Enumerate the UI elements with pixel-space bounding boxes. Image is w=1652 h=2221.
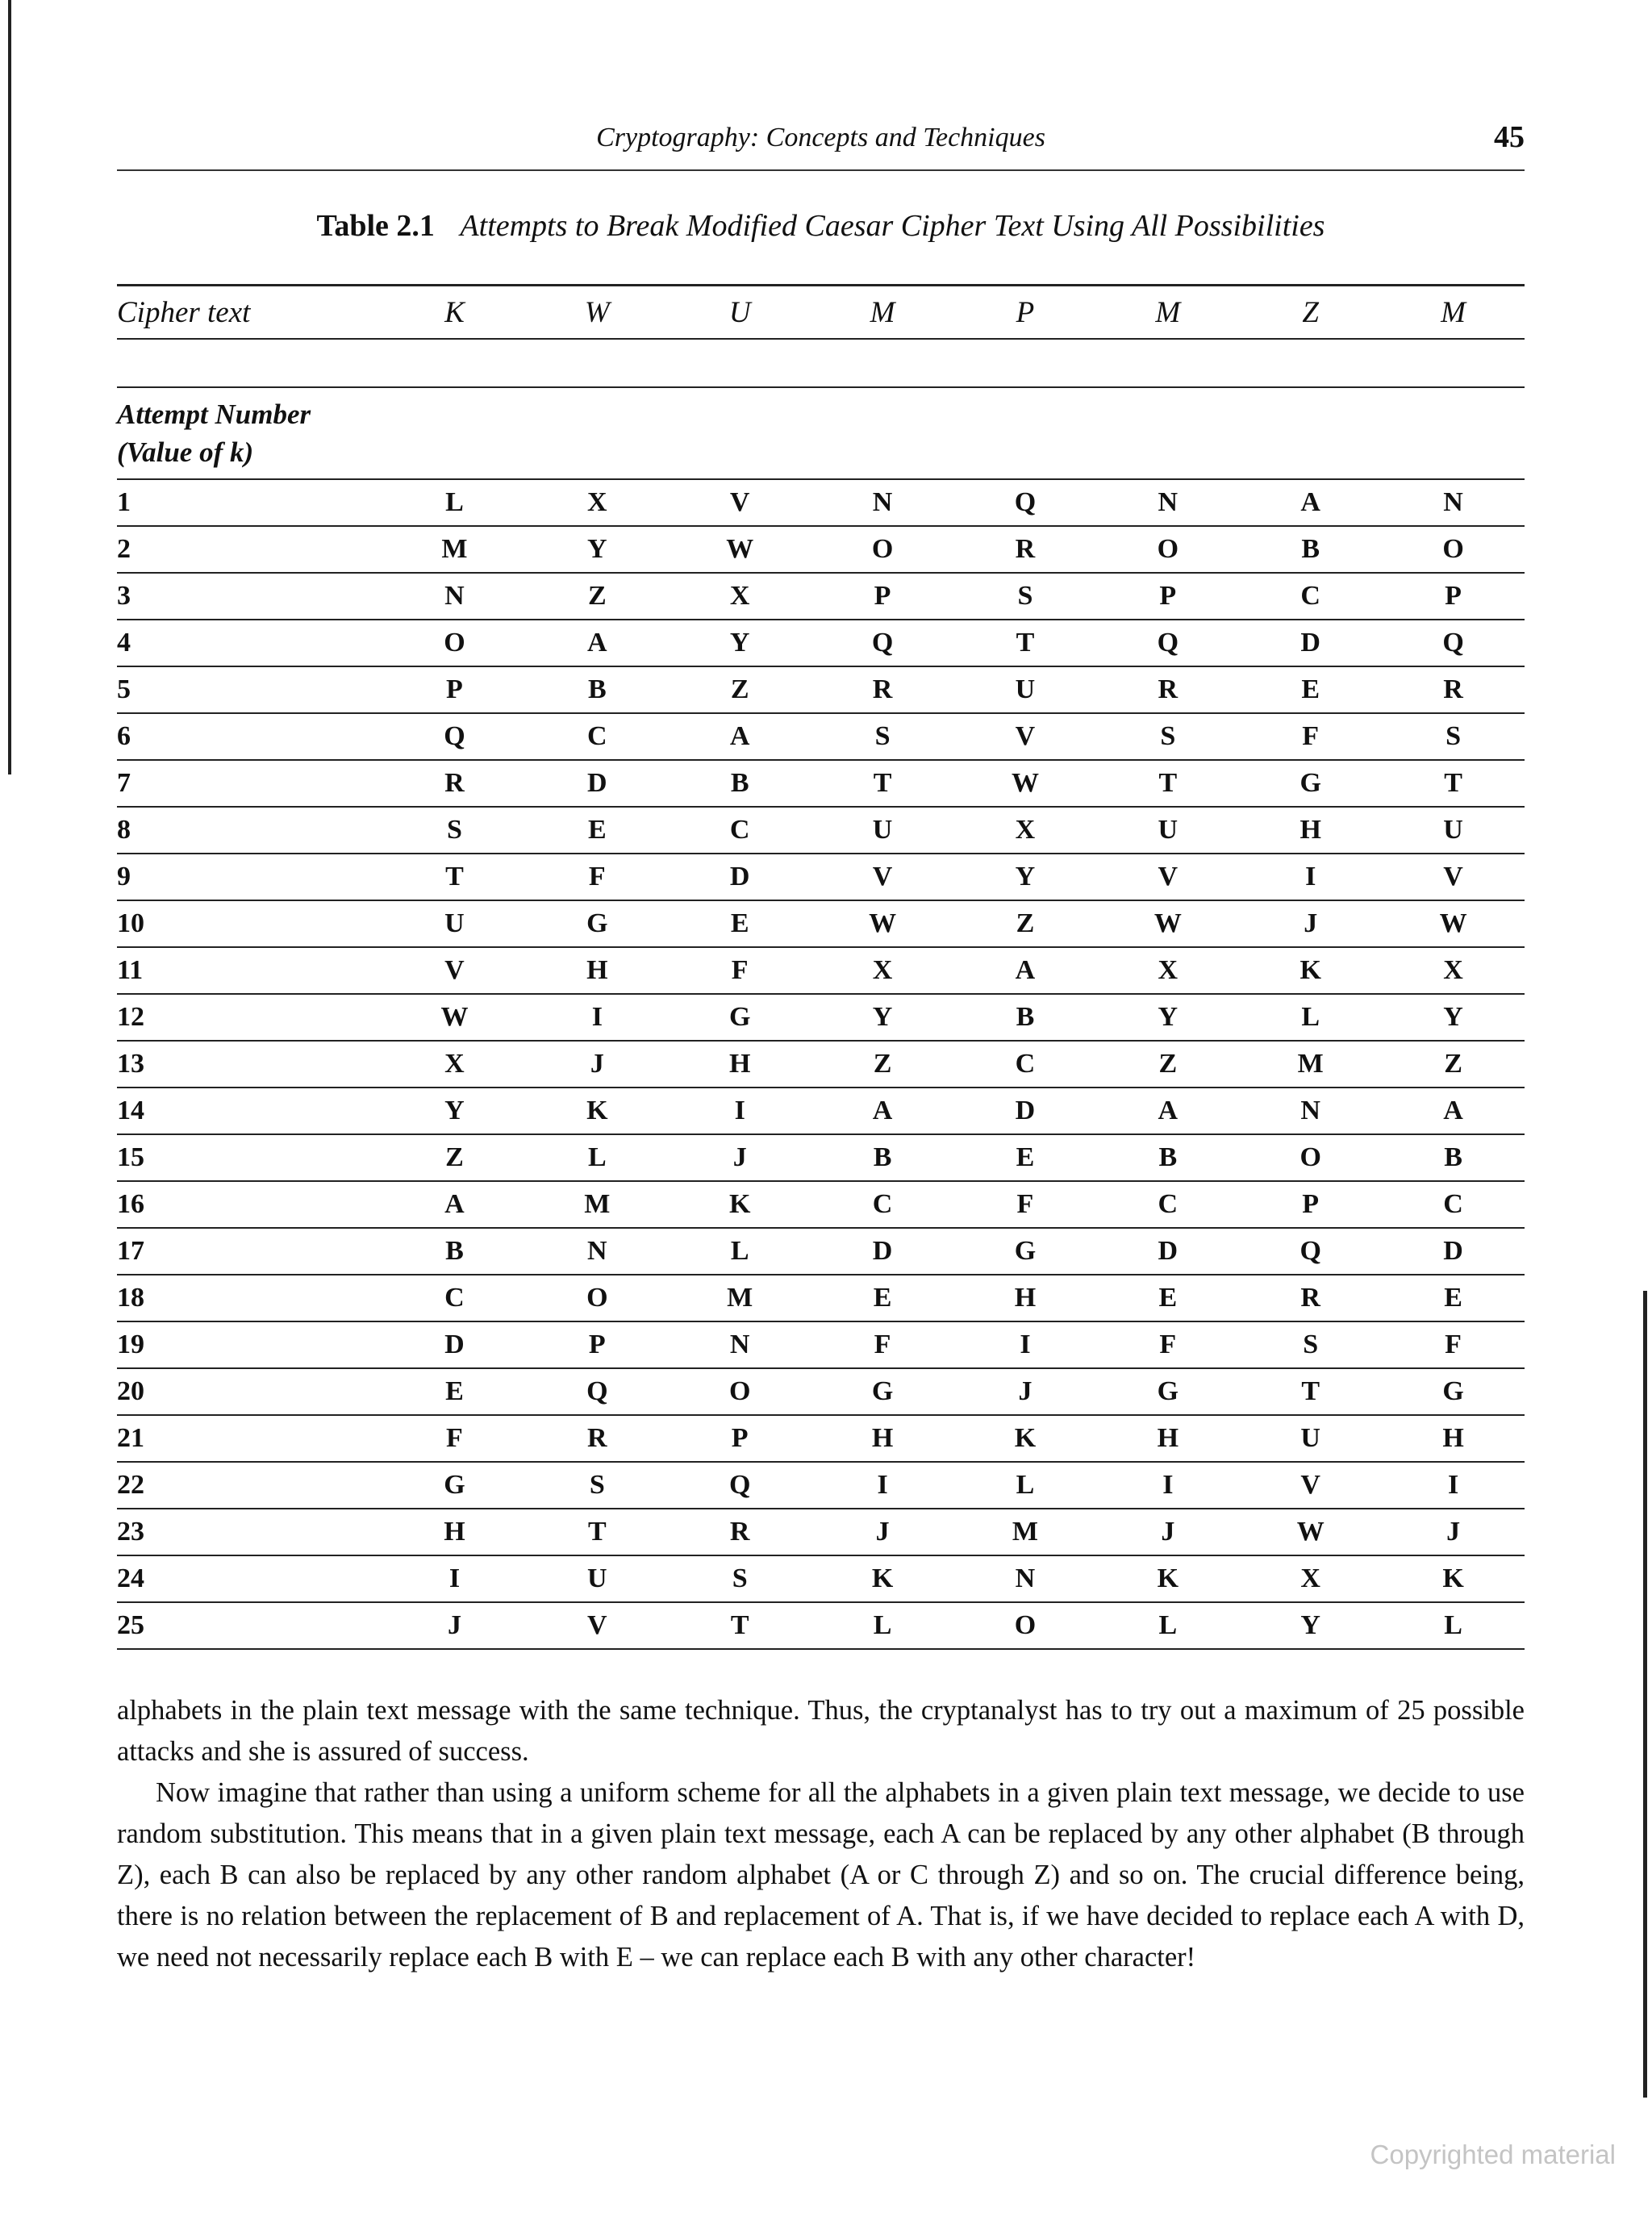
plain-letter: X	[811, 947, 954, 994]
attempt-number: 8	[117, 807, 383, 854]
plain-letter: C	[811, 1181, 954, 1228]
plain-letter: R	[954, 526, 1097, 573]
table-row	[117, 1368, 1525, 1415]
plain-letter: G	[669, 994, 811, 1041]
plain-letter: A	[383, 1181, 526, 1228]
plain-letter: R	[1239, 1275, 1382, 1321]
plain-letter: Y	[1096, 994, 1239, 1041]
table-row	[117, 1509, 1525, 1555]
plain-letter: Y	[954, 854, 1097, 900]
plain-letter: P	[1239, 1181, 1382, 1228]
plain-letter: D	[1096, 1228, 1239, 1275]
table-caption-text: Attempts to Break Modified Caesar Cipher Text Using All Possibilities	[460, 209, 1325, 243]
plain-letter: H	[1239, 807, 1382, 854]
plain-letter: E	[954, 1134, 1097, 1181]
plain-letter: N	[1096, 479, 1239, 526]
attempt-number: 7	[117, 760, 383, 807]
plain-letter: J	[526, 1041, 669, 1088]
plain-letter: K	[669, 1181, 811, 1228]
plain-letter: D	[954, 1088, 1097, 1134]
cipher-letter: M	[1382, 286, 1525, 340]
plain-letter: V	[669, 479, 811, 526]
plain-letter: A	[954, 947, 1097, 994]
plain-letter: G	[383, 1462, 526, 1509]
plain-letter: C	[669, 807, 811, 854]
plain-letter: J	[1239, 900, 1382, 947]
plain-letter: E	[669, 900, 811, 947]
plain-letter: W	[811, 900, 954, 947]
plain-letter: U	[1096, 807, 1239, 854]
plain-letter: M	[954, 1509, 1097, 1555]
attempt-number: 1	[117, 479, 383, 526]
plain-letter: E	[1096, 1275, 1239, 1321]
plain-letter: A	[1096, 1088, 1239, 1134]
table-row	[117, 1041, 1525, 1088]
plain-letter: E	[1239, 666, 1382, 713]
table-row	[117, 1602, 1525, 1649]
plain-letter: Z	[526, 573, 669, 620]
plain-letter: R	[383, 760, 526, 807]
cipher-letter: P	[954, 286, 1097, 340]
plain-letter: X	[1239, 1555, 1382, 1602]
table-row	[117, 947, 1525, 994]
plain-letter: O	[1096, 526, 1239, 573]
plain-letter: O	[526, 1275, 669, 1321]
plain-letter: Z	[669, 666, 811, 713]
attempt-number: 13	[117, 1041, 383, 1088]
table-row	[117, 1181, 1525, 1228]
plain-letter: M	[383, 526, 526, 573]
plain-letter: W	[669, 526, 811, 573]
plain-letter: T	[383, 854, 526, 900]
cipher-table	[117, 284, 1525, 1650]
plain-letter: L	[526, 1134, 669, 1181]
plain-letter: B	[1096, 1134, 1239, 1181]
plain-letter: P	[811, 573, 954, 620]
plain-letter: U	[383, 900, 526, 947]
plain-letter: V	[526, 1602, 669, 1649]
plain-letter: Q	[526, 1368, 669, 1415]
plain-letter: S	[811, 713, 954, 760]
table-row	[117, 666, 1525, 713]
plain-letter: F	[669, 947, 811, 994]
plain-letter: L	[669, 1228, 811, 1275]
body-paragraph-2: Now imagine that rather than using a uniform scheme for all the alphabets in a given plain text message, we decide to use random substitution. This means that in a given plain text message, each A can be replaced by any other alphabet (B through Z), each B can also be replaced by any other random alphabet (A or C through Z) and so on. The crucial difference being, there is no relation between the replacement of B and replacement of A. That is, if we have decided to replace each A with D, we need not necessarily replace each B with E – we can replace each B with any other character!	[117, 1777, 1525, 1973]
plain-letter: I	[383, 1555, 526, 1602]
plain-letter: N	[1382, 479, 1525, 526]
plain-letter: P	[526, 1321, 669, 1368]
plain-letter: D	[1239, 620, 1382, 666]
cipher-text-header-row	[117, 286, 1525, 340]
plain-letter: N	[669, 1321, 811, 1368]
plain-letter: T	[811, 760, 954, 807]
plain-letter: S	[526, 1462, 669, 1509]
plain-letter: B	[1239, 526, 1382, 573]
plain-letter: H	[383, 1509, 526, 1555]
plain-letter: W	[1096, 900, 1239, 947]
plain-letter: D	[669, 854, 811, 900]
plain-letter: W	[383, 994, 526, 1041]
page-number: 45	[1494, 120, 1525, 154]
plain-letter: C	[1096, 1181, 1239, 1228]
plain-letter: R	[1382, 666, 1525, 713]
attempt-number: 10	[117, 900, 383, 947]
attempt-number: 22	[117, 1462, 383, 1509]
plain-letter: S	[1096, 713, 1239, 760]
plain-letter: I	[1096, 1462, 1239, 1509]
plain-letter: F	[954, 1181, 1097, 1228]
plain-letter: G	[1096, 1368, 1239, 1415]
plain-letter: Y	[526, 526, 669, 573]
plain-letter: Y	[811, 994, 954, 1041]
plain-letter: A	[526, 620, 669, 666]
plain-letter: A	[811, 1088, 954, 1134]
plain-letter: S	[954, 573, 1097, 620]
table-row	[117, 1228, 1525, 1275]
plain-letter: X	[954, 807, 1097, 854]
plain-letter: T	[954, 620, 1097, 666]
plain-letter: E	[526, 807, 669, 854]
plain-letter: I	[954, 1321, 1097, 1368]
plain-letter: H	[1096, 1415, 1239, 1462]
plain-letter: D	[526, 760, 669, 807]
plain-letter: O	[669, 1368, 811, 1415]
plain-letter: F	[383, 1415, 526, 1462]
plain-letter: K	[1239, 947, 1382, 994]
plain-letter: O	[1239, 1134, 1382, 1181]
plain-letter: H	[1382, 1415, 1525, 1462]
plain-letter: Z	[1096, 1041, 1239, 1088]
plain-letter: U	[954, 666, 1097, 713]
plain-letter: W	[954, 760, 1097, 807]
plain-letter: R	[811, 666, 954, 713]
attempt-number: 14	[117, 1088, 383, 1134]
plain-letter: F	[1096, 1321, 1239, 1368]
plain-letter: C	[526, 713, 669, 760]
plain-letter: B	[526, 666, 669, 713]
plain-letter: I	[526, 994, 669, 1041]
attempt-number: 23	[117, 1509, 383, 1555]
plain-letter: K	[811, 1555, 954, 1602]
attempt-number: 5	[117, 666, 383, 713]
plain-letter: X	[383, 1041, 526, 1088]
plain-letter: Q	[1239, 1228, 1382, 1275]
plain-letter: Y	[383, 1088, 526, 1134]
plain-letter: F	[526, 854, 669, 900]
plain-letter: L	[954, 1462, 1097, 1509]
plain-letter: V	[1239, 1462, 1382, 1509]
plain-letter: Z	[954, 900, 1097, 947]
table-row	[117, 854, 1525, 900]
cipher-letter: Z	[1239, 286, 1382, 340]
plain-letter: H	[526, 947, 669, 994]
plain-letter: Z	[1382, 1041, 1525, 1088]
plain-letter: J	[669, 1134, 811, 1181]
plain-letter: Z	[383, 1134, 526, 1181]
plain-letter: B	[811, 1134, 954, 1181]
plain-letter: J	[811, 1509, 954, 1555]
plain-letter: O	[954, 1602, 1097, 1649]
plain-letter: M	[1239, 1041, 1382, 1088]
cipher-letter: U	[669, 286, 811, 340]
running-head	[117, 120, 1525, 171]
plain-letter: K	[954, 1415, 1097, 1462]
plain-letter: S	[1382, 713, 1525, 760]
table-row	[117, 479, 1525, 526]
attempt-number: 19	[117, 1321, 383, 1368]
plain-letter: G	[1239, 760, 1382, 807]
plain-letter: H	[811, 1415, 954, 1462]
plain-letter: P	[383, 666, 526, 713]
plain-letter: H	[669, 1041, 811, 1088]
plain-letter: T	[1096, 760, 1239, 807]
plain-letter: L	[1096, 1602, 1239, 1649]
plain-letter: X	[669, 573, 811, 620]
table-row	[117, 1134, 1525, 1181]
copyright-watermark: Copyrighted material	[1370, 2140, 1616, 2169]
plain-letter: S	[383, 807, 526, 854]
table-row	[117, 807, 1525, 854]
cipher-text-label: Cipher text	[117, 286, 383, 340]
plain-letter: K	[526, 1088, 669, 1134]
attempt-number: 12	[117, 994, 383, 1041]
plain-letter: C	[954, 1041, 1097, 1088]
plain-letter: B	[954, 994, 1097, 1041]
plain-letter: U	[1382, 807, 1525, 854]
running-title: Cryptography: Concepts and Techniques	[596, 123, 1045, 152]
table-row	[117, 713, 1525, 760]
table-row	[117, 994, 1525, 1041]
plain-letter: X	[526, 479, 669, 526]
plain-letter: C	[1239, 573, 1382, 620]
plain-letter: O	[383, 620, 526, 666]
plain-letter: V	[1096, 854, 1239, 900]
plain-letter: L	[1382, 1602, 1525, 1649]
table-row	[117, 760, 1525, 807]
plain-letter: S	[1239, 1321, 1382, 1368]
plain-letter: I	[1382, 1462, 1525, 1509]
plain-letter: T	[1239, 1368, 1382, 1415]
plain-letter: F	[811, 1321, 954, 1368]
attempt-number-label	[117, 387, 1525, 479]
table-row	[117, 1415, 1525, 1462]
attempt-number: 4	[117, 620, 383, 666]
plain-letter: O	[811, 526, 954, 573]
plain-letter: C	[383, 1275, 526, 1321]
plain-letter: N	[954, 1555, 1097, 1602]
plain-letter: M	[526, 1181, 669, 1228]
attempt-number: 24	[117, 1555, 383, 1602]
plain-letter: J	[383, 1602, 526, 1649]
plain-letter: J	[954, 1368, 1097, 1415]
plain-letter: Y	[1239, 1602, 1382, 1649]
table-row	[117, 1462, 1525, 1509]
plain-letter: A	[669, 713, 811, 760]
plain-letter: B	[383, 1228, 526, 1275]
plain-letter: N	[1239, 1088, 1382, 1134]
plain-letter: Q	[1382, 620, 1525, 666]
plain-letter: T	[669, 1602, 811, 1649]
attempt-number: 11	[117, 947, 383, 994]
plain-letter: L	[383, 479, 526, 526]
plain-letter: P	[1096, 573, 1239, 620]
plain-letter: Q	[669, 1462, 811, 1509]
plain-letter: O	[1382, 526, 1525, 573]
table-row	[117, 526, 1525, 573]
plain-letter: M	[669, 1275, 811, 1321]
plain-letter: K	[1096, 1555, 1239, 1602]
cipher-letter: M	[1096, 286, 1239, 340]
attempt-number: 25	[117, 1602, 383, 1649]
plain-letter: U	[526, 1555, 669, 1602]
plain-letter: P	[669, 1415, 811, 1462]
attempt-number: 17	[117, 1228, 383, 1275]
table-row	[117, 620, 1525, 666]
plain-letter: Q	[383, 713, 526, 760]
plain-letter: V	[954, 713, 1097, 760]
table-row	[117, 1321, 1525, 1368]
table-caption	[117, 208, 1525, 244]
plain-letter: U	[1239, 1415, 1382, 1462]
plain-letter: F	[1239, 713, 1382, 760]
attempt-number: 9	[117, 854, 383, 900]
page-edge-left	[8, 0, 11, 774]
plain-letter: V	[383, 947, 526, 994]
attempt-number: 2	[117, 526, 383, 573]
plain-letter: N	[526, 1228, 669, 1275]
plain-letter: G	[526, 900, 669, 947]
attempt-number: 16	[117, 1181, 383, 1228]
plain-letter: R	[669, 1509, 811, 1555]
plain-letter: D	[383, 1321, 526, 1368]
plain-letter: Q	[954, 479, 1097, 526]
table-row	[117, 1555, 1525, 1602]
attempt-number: 15	[117, 1134, 383, 1181]
plain-letter: V	[1382, 854, 1525, 900]
plain-letter: G	[811, 1368, 954, 1415]
plain-letter: I	[669, 1088, 811, 1134]
plain-letter: B	[669, 760, 811, 807]
plain-letter: Q	[811, 620, 954, 666]
plain-letter: X	[1096, 947, 1239, 994]
table-row	[117, 900, 1525, 947]
plain-letter: T	[526, 1509, 669, 1555]
plain-letter: N	[383, 573, 526, 620]
plain-letter: J	[1382, 1509, 1525, 1555]
plain-letter: T	[1382, 760, 1525, 807]
plain-letter: D	[811, 1228, 954, 1275]
plain-letter: C	[1382, 1181, 1525, 1228]
plain-letter: Z	[811, 1041, 954, 1088]
plain-letter: E	[383, 1368, 526, 1415]
attempt-number: 6	[117, 713, 383, 760]
plain-letter: G	[954, 1228, 1097, 1275]
table-row	[117, 573, 1525, 620]
attempt-label-line2: (Value of k)	[117, 436, 254, 468]
plain-letter: U	[811, 807, 954, 854]
page-edge-right	[1643, 1291, 1647, 2098]
plain-letter: Y	[669, 620, 811, 666]
attempt-number: 3	[117, 573, 383, 620]
plain-letter: D	[1382, 1228, 1525, 1275]
plain-letter: R	[526, 1415, 669, 1462]
cipher-letter: W	[526, 286, 669, 340]
plain-letter: A	[1239, 479, 1382, 526]
plain-letter: X	[1382, 947, 1525, 994]
plain-letter: S	[669, 1555, 811, 1602]
plain-letter: Y	[1382, 994, 1525, 1041]
table-row	[117, 1275, 1525, 1321]
table-row	[117, 1088, 1525, 1134]
attempt-number: 18	[117, 1275, 383, 1321]
body-text	[117, 1690, 1525, 1978]
plain-letter: L	[811, 1602, 954, 1649]
plain-letter: A	[1382, 1088, 1525, 1134]
body-paragraph-1: alphabets in the plain text message with the same technique. Thus, the cryptanalyst has to try out a maximum of 25 possible attacks and she is assured of success.	[117, 1695, 1525, 1767]
attempt-number: 20	[117, 1368, 383, 1415]
plain-letter: Q	[1096, 620, 1239, 666]
plain-letter: J	[1096, 1509, 1239, 1555]
plain-letter: I	[811, 1462, 954, 1509]
plain-letter: N	[811, 479, 954, 526]
attempt-label-line1: Attempt Number	[117, 398, 311, 430]
plain-letter: F	[1382, 1321, 1525, 1368]
spacer-row	[117, 339, 1525, 387]
plain-letter: W	[1382, 900, 1525, 947]
plain-letter: B	[1382, 1134, 1525, 1181]
plain-letter: W	[1239, 1509, 1382, 1555]
table-label: Table 2.1	[316, 209, 435, 243]
plain-letter: G	[1382, 1368, 1525, 1415]
plain-letter: L	[1239, 994, 1382, 1041]
plain-letter: K	[1382, 1555, 1525, 1602]
plain-letter: V	[811, 854, 954, 900]
cipher-letter: M	[811, 286, 954, 340]
plain-letter: H	[954, 1275, 1097, 1321]
plain-letter: I	[1239, 854, 1382, 900]
plain-letter: E	[811, 1275, 954, 1321]
attempt-number-header-row	[117, 387, 1525, 479]
plain-letter: P	[1382, 573, 1525, 620]
cipher-letter: K	[383, 286, 526, 340]
plain-letter: R	[1096, 666, 1239, 713]
attempt-number: 21	[117, 1415, 383, 1462]
plain-letter: E	[1382, 1275, 1525, 1321]
